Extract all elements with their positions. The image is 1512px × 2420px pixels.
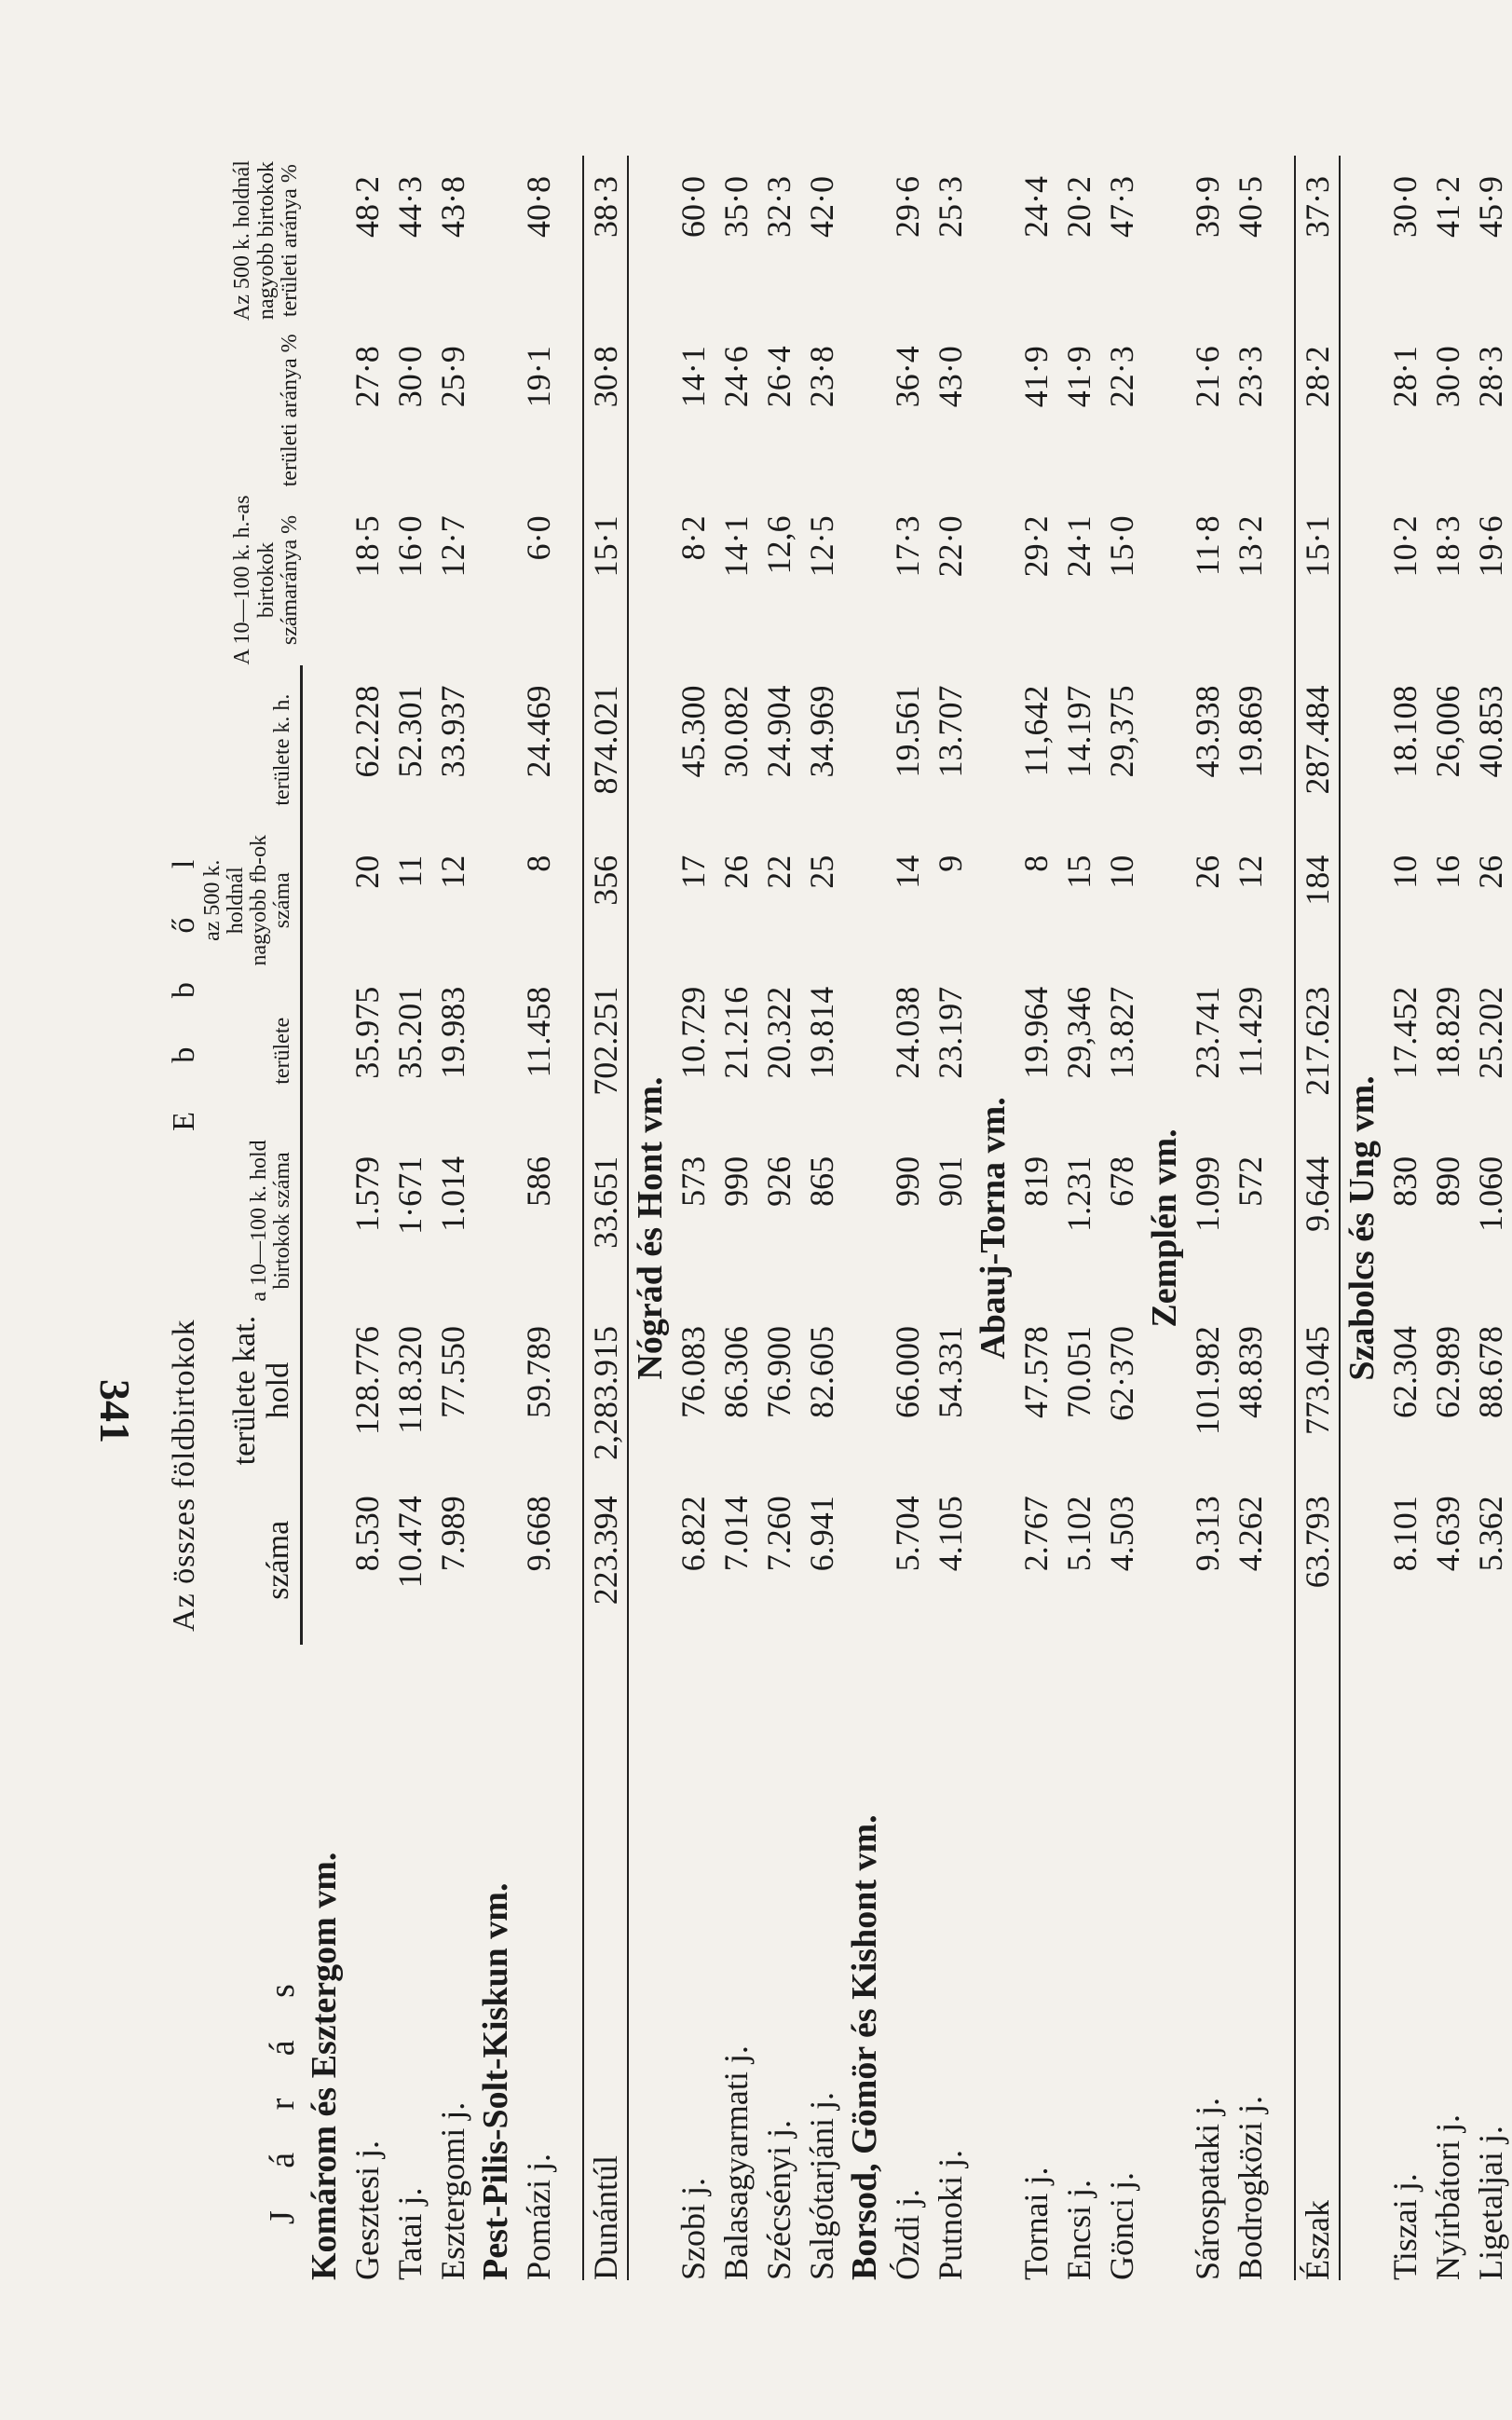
value-cell: 20 [348,855,387,889]
value-cell: 43·0 [932,346,970,408]
value-cell: 10.729 [674,986,713,1079]
district-name: Dunántúl [587,2155,625,2280]
value-cell: 22 [760,855,798,889]
value-cell: 63.793 [1295,1475,1340,1645]
value-cell: 101.982 [1189,1326,1227,1436]
header-10-100-szama: a 10—100 k. hold birtokok száma [201,1136,302,1306]
county-heading: Abauj-Torna vm. [974,1097,1014,1360]
district-name: Esztergomi j. [434,2101,472,2280]
value-cell: 29,346 [1060,986,1098,1079]
value-cell: 14·1 [674,346,713,408]
table-body [302,156,1512,2280]
value-cell: 18·3 [1429,515,1467,578]
value-cell: 11,642 [1017,685,1056,777]
value-cell: 9 [932,855,970,872]
value-cell: 66.000 [889,1326,927,1419]
value-cell: 2.767 [1017,1496,1056,1572]
district-name: Bodrogközi j. [1232,2096,1270,2280]
value-cell: 25 [803,855,841,889]
district-name: Szécsényi j. [760,2120,798,2280]
value-cell: 41·9 [1017,346,1056,408]
district-name: Szobi j. [674,2177,713,2280]
county-heading: Szabolcs és Ung vm. [1342,1075,1383,1381]
value-cell: 6.822 [674,1496,713,1572]
table-row [672,156,715,2280]
value-cell: 30·8 [583,325,628,495]
value-cell: 20.322 [760,986,798,1079]
value-cell: 678 [1103,1155,1141,1207]
table-row [1057,156,1100,2280]
value-cell: 24.904 [760,685,798,778]
value-cell: 62.304 [1386,1326,1424,1419]
value-cell: 12,6 [760,515,798,575]
district-name-cell [1383,1645,1426,2280]
value-cell: 901 [932,1155,970,1207]
value-cell: 38·3 [583,156,628,325]
value-cell: 29·6 [889,176,927,238]
table-row [800,156,843,2280]
value-cell: 17.452 [1386,986,1424,1079]
value-cell: 19.869 [1232,685,1270,778]
value-cell: 223.394 [583,1475,628,1645]
value-cell: 23·8 [803,346,841,408]
value-cell: 17 [674,855,713,889]
value-cell: 40·5 [1232,176,1270,238]
value-cell: 287.484 [1295,665,1340,835]
value-cell: 7.260 [760,1496,798,1572]
spacer-cell [1272,156,1295,2280]
value-cell: 12·5 [803,515,841,578]
value-cell: 18.108 [1386,685,1424,778]
district-name: Pomázi j. [520,2153,558,2280]
value-cell: 819 [1017,1155,1056,1207]
county-heading-row [302,156,347,2280]
value-cell: 9.644 [1295,1136,1340,1306]
value-cell: 21.216 [717,986,756,1079]
district-name-cell [672,1645,715,2280]
district-name-cell [517,1645,560,2280]
value-cell: 48.839 [1232,1326,1270,1419]
value-cell: 30·0 [391,346,429,408]
value-cell: 1.060 [1472,1155,1510,1232]
table-container [168,156,1512,2280]
value-cell: 43·8 [434,176,472,238]
value-cell: 20·2 [1060,176,1098,238]
header-pct-szamaranya: A 10—100 k. h.-as birtokok számaránya % [230,495,302,665]
county-heading: Nógrád és Hont vm. [631,1076,671,1380]
value-cell: 23.741 [1189,986,1227,1079]
value-cell: 18·5 [348,515,387,578]
value-cell: 16 [1429,855,1467,889]
header-500-szama: az 500 k. holdnál nagyobb fb-ok száma [201,835,302,966]
value-cell: 15·1 [583,495,628,664]
value-cell: 19·6 [1472,515,1510,578]
value-cell: 10 [1103,855,1141,889]
table-row [886,156,929,2280]
header-jaras: J á r á s [263,1967,303,2224]
value-cell: 45.300 [674,685,713,778]
value-cell: 702.251 [583,966,628,1136]
value-cell: 24.469 [520,685,558,778]
value-cell: 52.301 [391,685,429,778]
page-number: 341 [91,1379,139,1443]
value-cell: 77.550 [434,1326,472,1419]
value-cell: 7.014 [717,1496,756,1572]
value-cell: 10 [1386,855,1424,889]
value-cell: 27·8 [348,346,387,408]
value-cell: 21·6 [1189,346,1227,408]
value-cell: 9.668 [520,1496,558,1572]
district-name-cell [1426,1645,1469,2280]
district-name-cell [1100,1645,1143,2280]
value-cell: 12 [434,855,472,889]
value-cell: 13.827 [1103,986,1141,1079]
table-row [388,156,431,2280]
district-name-cell [715,1645,757,2280]
district-name: Tatai j. [391,2187,429,2280]
value-cell: 572 [1232,1155,1270,1207]
value-cell: 6.941 [803,1496,841,1572]
header-group-ebbol: E b b ő l [167,839,201,1131]
district-name: Észak [1299,2200,1337,2280]
value-cell: 217.623 [1295,966,1340,1136]
value-cell: 33.937 [434,685,472,778]
value-cell: 22·3 [1103,346,1141,408]
value-cell: 22·0 [932,515,970,578]
value-cell: 23.197 [932,986,970,1079]
value-cell: 43.938 [1189,685,1227,778]
district-name: Salgótarjáni j. [803,2092,841,2280]
value-cell: 35.201 [391,986,429,1079]
value-cell: 26·4 [760,346,798,408]
value-cell: 26,006 [1429,685,1467,778]
county-heading-row [474,156,517,2280]
value-cell: 890 [1429,1155,1467,1207]
value-cell: 25.202 [1472,986,1510,1079]
county-heading-row [843,156,886,2280]
table-row [715,156,757,2280]
header-group-total: Az összes földbirtokok [167,1319,201,1632]
county-heading-row [1143,156,1186,2280]
district-name: Gönci j. [1103,2172,1141,2280]
value-cell: 62.989 [1429,1326,1467,1419]
value-cell: 830 [1386,1155,1424,1207]
table-row [1426,156,1469,2280]
header-10-100-terulete: területe [201,966,302,1136]
value-cell: 32·3 [760,176,798,238]
value-cell: 30·0 [1429,346,1467,408]
county-heading-row [1340,156,1383,2280]
district-name-cell [388,1645,431,2280]
value-cell: 586 [520,1155,558,1207]
value-cell: 4.503 [1103,1496,1141,1572]
value-cell: 41·2 [1429,176,1467,238]
value-cell: 44·3 [391,176,429,238]
table-row [517,156,560,2280]
table-row [431,156,474,2280]
district-name: Balasagyarmati j. [717,2045,756,2280]
table-row [346,156,388,2280]
value-cell: 865 [803,1155,841,1207]
value-cell: 8 [520,855,558,872]
district-name-cell [1469,1645,1512,2280]
district-name: Tiszai j. [1386,2173,1424,2280]
value-cell: 573 [674,1155,713,1207]
value-cell: 1·671 [391,1155,429,1235]
value-cell: 990 [717,1155,756,1207]
district-name-cell [1186,1645,1229,2280]
value-cell: 14 [889,855,927,889]
value-cell: 47.578 [1017,1326,1056,1419]
value-cell: 48·2 [348,176,387,238]
value-cell: 76.083 [674,1326,713,1419]
value-cell: 62.228 [348,685,387,778]
value-cell: 82.605 [803,1326,841,1419]
county-heading-row [972,156,1015,2280]
district-name: Gesztesi j. [348,2140,387,2280]
value-cell: 1.099 [1189,1155,1227,1232]
header-pct-500: Az 500 k. holdnál nagyobb birtokok területi aránya % [230,160,302,321]
value-cell: 24.038 [889,986,927,1079]
value-cell: 13·2 [1232,515,1270,578]
value-cell: 34.969 [803,685,841,778]
value-cell: 24·6 [717,346,756,408]
value-cell: 128.776 [348,1326,387,1436]
district-name: Putnoki j. [932,2149,970,2280]
value-cell: 16·0 [391,515,429,578]
value-cell: 19.983 [434,986,472,1079]
value-cell: 15·0 [1103,515,1141,578]
value-cell: 1.231 [1060,1155,1098,1232]
value-cell: 60·0 [674,176,713,238]
county-heading: Komárom és Esztergom vm. [305,1852,345,2280]
value-cell: 54.331 [932,1326,970,1419]
value-cell: 11.458 [520,986,558,1078]
value-cell: 40·8 [520,176,558,238]
district-name-cell [346,1645,388,2280]
district-name: Ligetaljai j. [1472,2126,1510,2280]
value-cell: 88.678 [1472,1326,1510,1419]
spacer-cell [560,156,583,2280]
total-row [1295,156,1340,2280]
value-cell: 76.900 [760,1326,798,1419]
value-cell: 35·0 [717,176,756,238]
value-cell: 14·1 [717,515,756,578]
table-row [1186,156,1229,2280]
county-heading: Pest-Pilis-Solt-Kiskun vm. [476,1882,516,2280]
value-cell: 45·9 [1472,176,1510,238]
header-szama: száma [201,1475,302,1645]
value-cell: 36·4 [889,346,927,408]
value-cell: 59.789 [520,1326,558,1419]
value-cell: 990 [889,1155,927,1207]
county-heading-row [628,156,672,2280]
table-row [757,156,800,2280]
value-cell: 41·9 [1060,346,1098,408]
value-cell: 23·3 [1232,346,1270,408]
value-cell: 10·2 [1386,515,1424,578]
district-name-cell [929,1645,972,2280]
district-name-cell [800,1645,843,2280]
district-name-cell [1015,1645,1057,2280]
land-holdings-table [168,156,1512,2280]
district-name: Encsi j. [1060,2180,1098,2280]
total-row [583,156,628,2280]
value-cell: 25·3 [932,176,970,238]
value-cell: 19·1 [520,346,558,408]
value-cell: 19.814 [803,986,841,1079]
district-name-cell [431,1645,474,2280]
header-pct-teruleti: területi aránya % [277,334,302,487]
table-row [1100,156,1143,2280]
value-cell: 26 [717,855,756,889]
value-cell: 47·3 [1103,176,1141,238]
value-cell: 1.014 [434,1155,472,1232]
value-cell: 8.530 [348,1496,387,1572]
value-cell: 8 [1017,855,1056,872]
spacer-row [560,156,583,2280]
spacer-row [1272,156,1295,2280]
value-cell: 11·8 [1189,515,1227,577]
district-name-cell [1229,1645,1272,2280]
value-cell: 4.105 [932,1496,970,1572]
value-cell: 29,375 [1103,685,1141,778]
district-name-cell [583,1645,628,2280]
value-cell: 874.021 [583,665,628,835]
value-cell: 10.474 [391,1496,429,1589]
district-name-cell [1295,1645,1340,2280]
value-cell: 2,283.915 [583,1306,628,1475]
value-cell: 5.102 [1060,1496,1098,1572]
value-cell: 17·3 [889,515,927,578]
value-cell: 28·3 [1472,346,1510,408]
district-name: Ózdi j. [889,2189,927,2280]
value-cell: 18.829 [1429,986,1467,1079]
value-cell: 25·9 [434,346,472,408]
value-cell: 28·1 [1386,346,1424,408]
value-cell: 26 [1189,855,1227,889]
value-cell: 6·0 [520,515,558,561]
district-name-cell [1057,1645,1100,2280]
value-cell: 5.362 [1472,1496,1510,1572]
value-cell: 13.707 [932,685,970,778]
value-cell: 4.639 [1429,1496,1467,1572]
value-cell: 12 [1232,855,1270,889]
value-cell: 62·370 [1103,1326,1141,1422]
value-cell: 33.651 [583,1136,628,1306]
table-row [1469,156,1512,2280]
value-cell: 11 [391,855,429,888]
value-cell: 40.853 [1472,685,1510,778]
district-name-cell [757,1645,800,2280]
value-cell: 184 [1295,835,1340,966]
county-heading: Borsod, Gömör és Kishont vm. [845,1814,885,2280]
header-terulete: területe kat. hold [201,1306,302,1475]
value-cell: 118.320 [391,1326,429,1434]
value-cell: 773.045 [1295,1306,1340,1475]
value-cell: 19.964 [1017,986,1056,1079]
value-cell: 35.975 [348,986,387,1079]
value-cell: 14.197 [1060,685,1098,778]
table-row [1383,156,1426,2280]
value-cell: 4.262 [1232,1496,1270,1572]
value-cell: 11.429 [1232,986,1270,1078]
value-cell: 8·2 [674,515,713,561]
value-cell: 24·4 [1017,176,1056,238]
value-cell: 37·3 [1295,156,1340,325]
value-cell: 29·2 [1017,515,1056,578]
table-row [929,156,972,2280]
value-cell: 86.306 [717,1326,756,1419]
value-cell: 39·9 [1189,176,1227,238]
value-cell: 30·0 [1386,176,1424,238]
value-cell: 42·0 [803,176,841,238]
header-500-terulete: területe k. h. [201,665,302,835]
table-row [1015,156,1057,2280]
value-cell: 7.989 [434,1496,472,1572]
value-cell: 15 [1060,855,1098,889]
value-cell: 926 [760,1155,798,1207]
district-name-cell [886,1645,929,2280]
table-row [1229,156,1272,2280]
value-cell: 15·1 [1295,495,1340,664]
value-cell: 19.561 [889,685,927,778]
value-cell: 8.101 [1386,1496,1424,1572]
value-cell: 28·2 [1295,325,1340,495]
value-cell: 1.579 [348,1155,387,1232]
value-cell: 24·1 [1060,515,1098,578]
value-cell: 26 [1472,855,1510,889]
value-cell: 12·7 [434,515,472,578]
value-cell: 356 [583,835,628,966]
district-name: Tornai j. [1017,2167,1056,2280]
value-cell: 5.704 [889,1496,927,1572]
value-cell: 30.082 [717,685,756,778]
district-name: Sárospataki j. [1189,2098,1227,2280]
county-heading: Zemplén vm. [1145,1128,1185,1328]
value-cell: 70.051 [1060,1326,1098,1419]
value-cell: 9.313 [1189,1496,1227,1572]
district-name: Nyírbátori j. [1429,2114,1467,2280]
